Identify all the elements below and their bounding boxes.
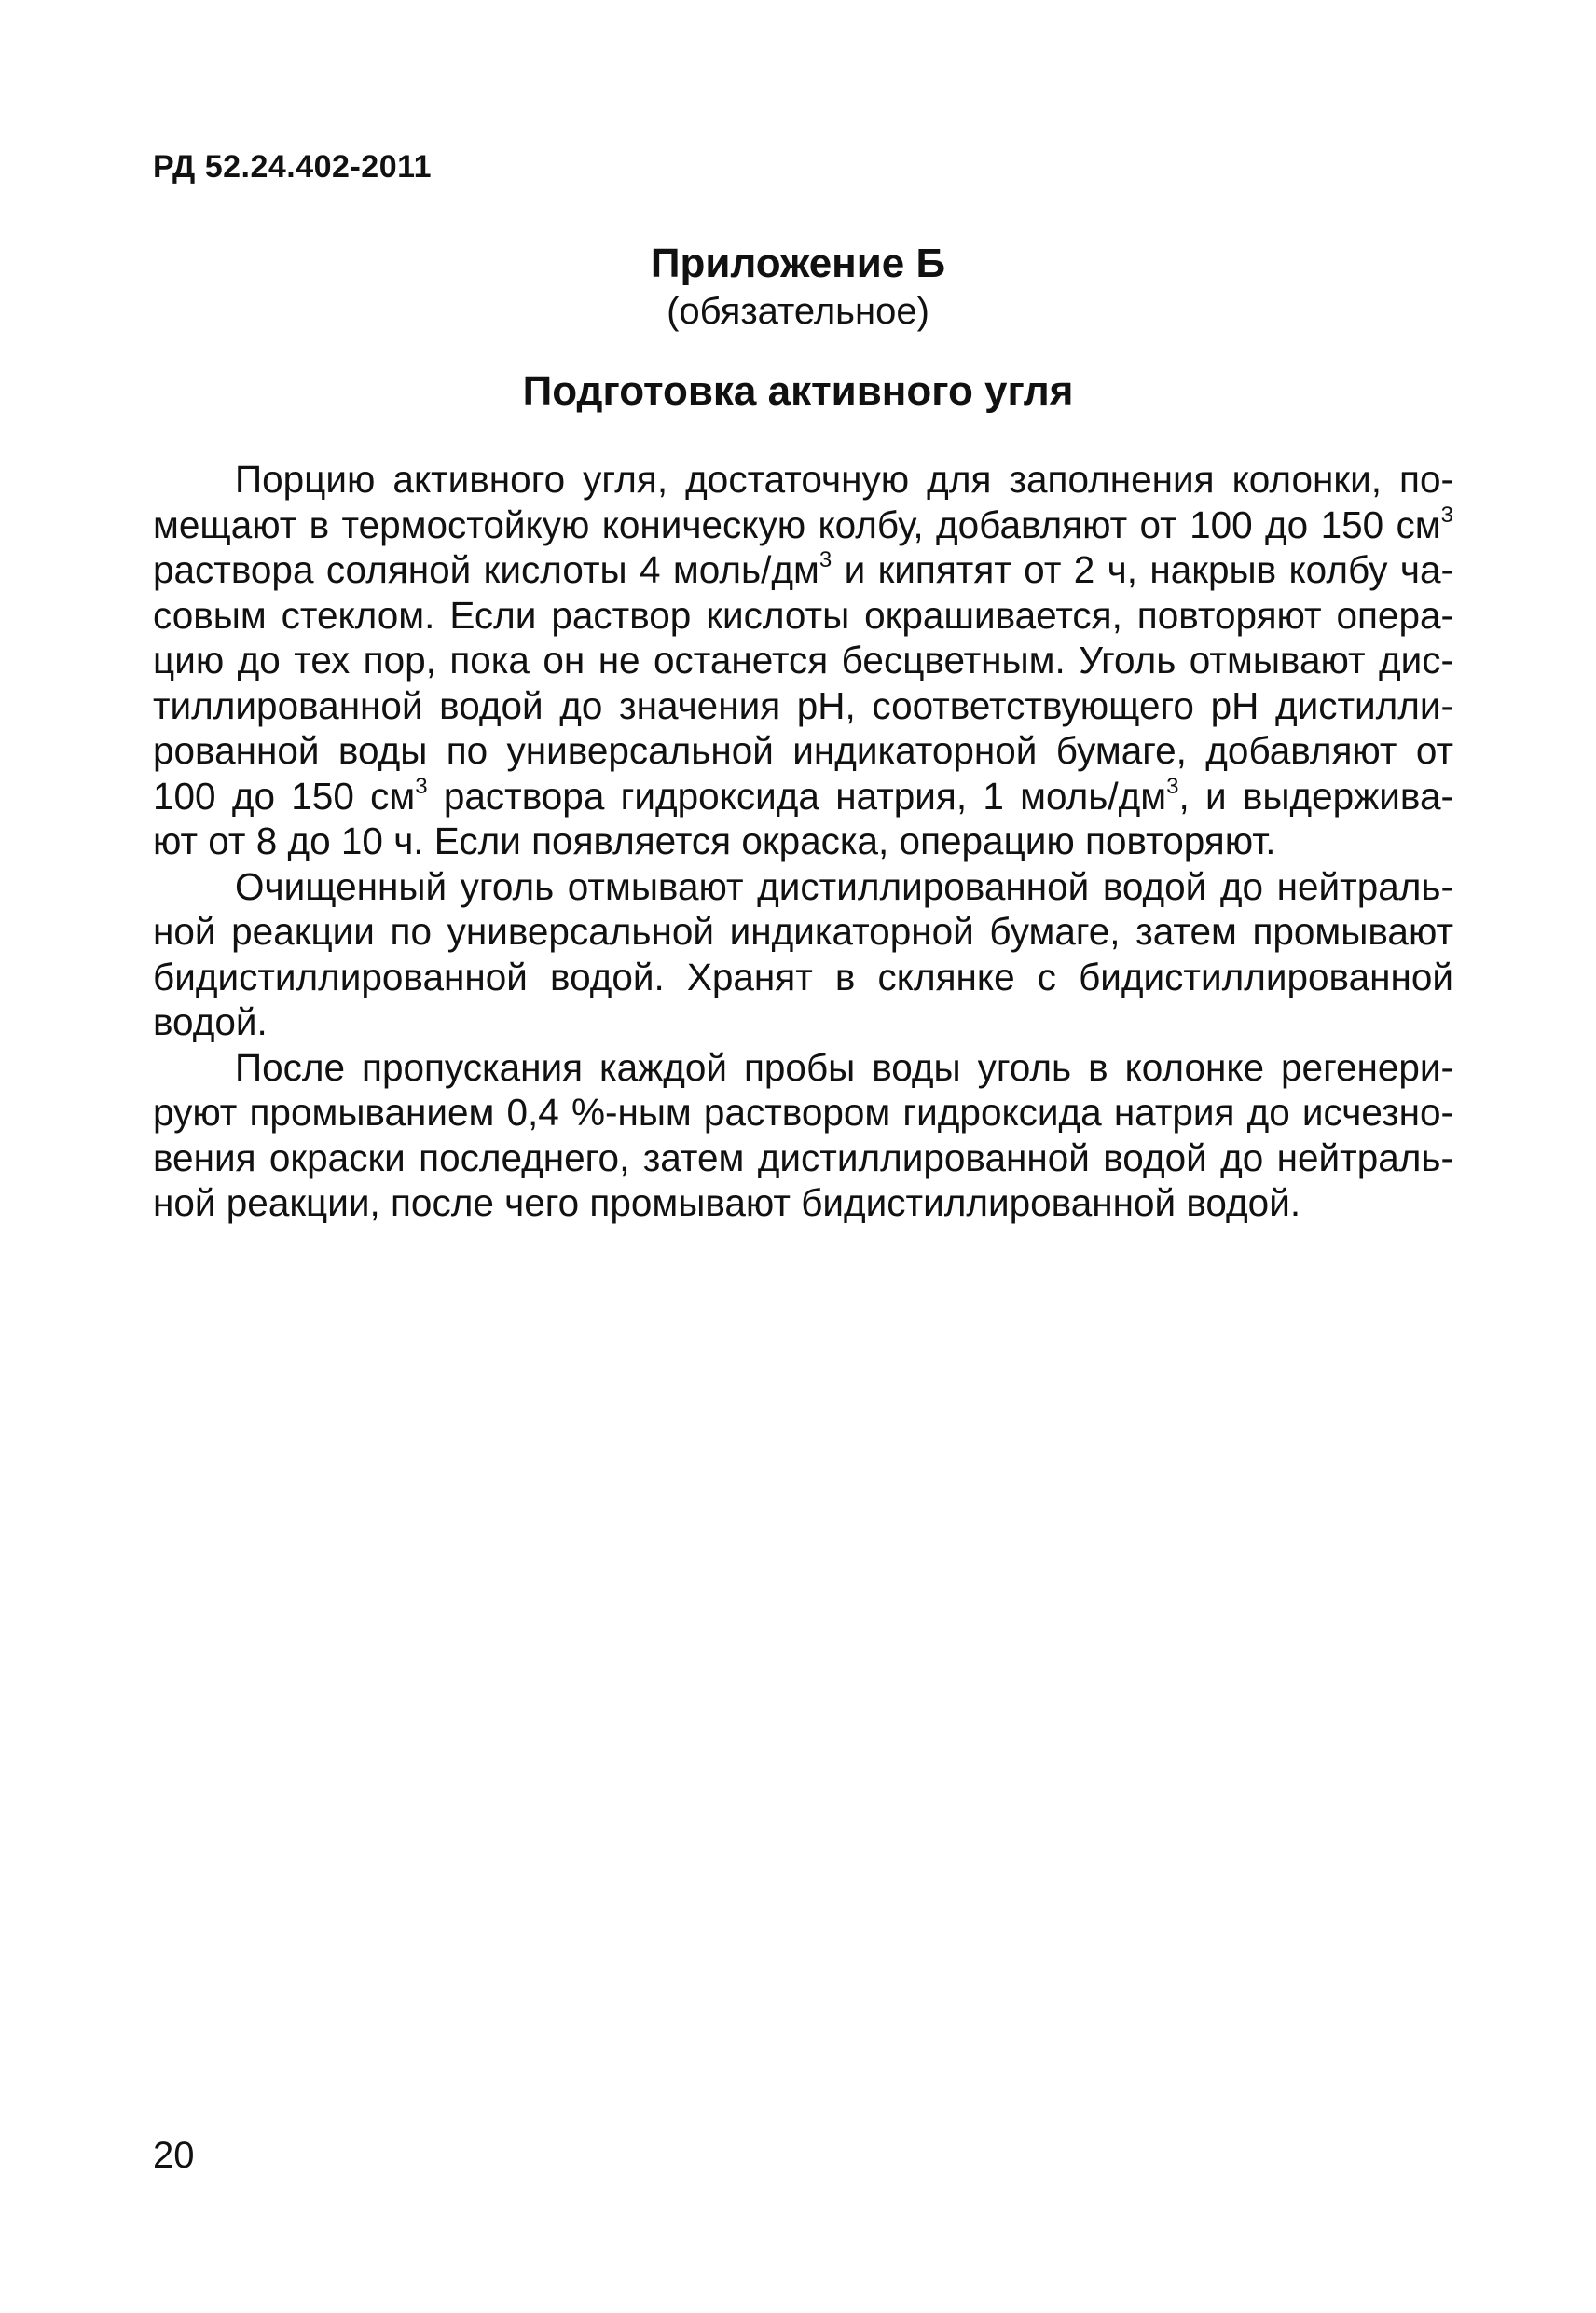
paragraph-line: После пропускания каждой пробы воды уголь в колонке регенери- — [235, 1045, 1453, 1089]
paragraph-line: ют от 8 до 10 ч. Если появляется окраска, операцию повторяют. — [153, 819, 1276, 862]
superscript: 3 — [819, 547, 832, 572]
paragraph-line: ной реакции, после чего промывают бидистиллированной водой. — [153, 1181, 1301, 1224]
paragraph-line — [153, 547, 1453, 593]
document-code: РД 52.24.402-2011 — [153, 149, 433, 185]
paragraph-line: совым стеклом. Если раствор кислоты окрашивается, повторяют опера- — [153, 593, 1453, 637]
line-text: и кипятят от 2 ч, накрыв колбу ча- — [832, 548, 1453, 591]
paragraph-line — [153, 503, 1453, 548]
appendix-status: (обязательное) — [667, 291, 929, 332]
section-title: Подготовка активного угля — [522, 368, 1074, 414]
line-text: , и выдержива- — [1178, 774, 1453, 818]
superscript: 3 — [1440, 502, 1453, 528]
paragraph-line: водой. — [153, 1000, 268, 1043]
paragraph-line: рованной воды по универсальной индикаторной бумаге, добавляют от — [153, 729, 1453, 772]
superscript: 3 — [1166, 773, 1179, 799]
line-text: раствора гидроксида натрия, 1 моль/дм — [427, 774, 1167, 818]
paragraph-2 — [153, 864, 1453, 1045]
superscript: 3 — [415, 773, 428, 799]
paragraph-3 — [153, 1045, 1453, 1226]
paragraph-line: цию до тех пор, пока он не останется бесцветным. Уголь отмывают дис- — [153, 639, 1453, 682]
paragraph-line: руют промыванием 0,4 %-ным раствором гидроксида натрия до исчезно- — [153, 1091, 1453, 1134]
paragraph-line — [153, 774, 1453, 819]
body-text — [153, 457, 1453, 1226]
paragraph-1 — [153, 457, 1453, 864]
line-text: раствора соляной кислоты 4 моль/дм — [153, 548, 819, 591]
paragraph-line: Порцию активного угля, достаточную для заполнения колонки, по- — [235, 458, 1453, 501]
line-text: 100 до 150 см — [153, 774, 416, 818]
paragraph-line: ной реакции по универсальной индикаторной бумаге, затем промывают — [153, 910, 1453, 953]
paragraph-line: Очищенный уголь отмывают дистиллированной водой до нейтраль- — [235, 864, 1453, 908]
appendix-title: Приложение Б — [650, 241, 946, 286]
paragraph-line: бидистиллированной водой. Хранят в склянке с бидистиллированной — [153, 955, 1453, 998]
page-number: 20 — [153, 2135, 195, 2176]
paragraph-line: тиллированной водой до значения рН, соответствующего рН дистилли- — [153, 683, 1453, 727]
paragraph-line: вения окраски последнего, затем дистиллированной водой до нейтраль- — [153, 1136, 1453, 1179]
line-text: мещают в термостойкую коническую колбу, добавляют от 100 до 150 см — [153, 503, 1441, 546]
